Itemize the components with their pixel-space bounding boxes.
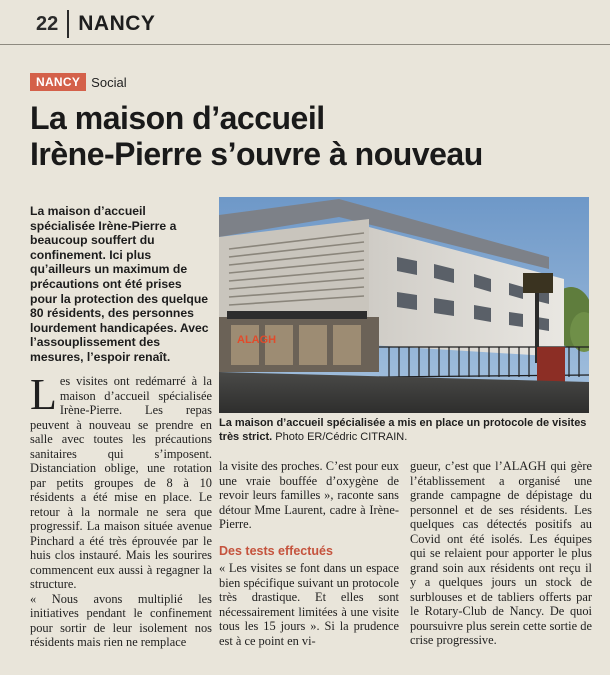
col3-text-1: gueur, c’est que l’ALAGH qui gère l’établissement a organisé une grande campagne de dépistage du personnel et de ses résidents. Les quelques cas détectés positifs au Covid ont été isolés. Les équipes qui se relaient pour apporter le plus grand soin aux résidents ont reçu il y a quelques jours un stock de surblouses et de tabliers offerts par le Rotary-Club de Nancy. De quoi poursuivre plus serein cette sortie de crise progressive. bbox=[410, 459, 592, 647]
col2-text-2: « Les visites se font dans un espace bien spécifique suivant un protocole très drastique. Et elles sont nécessairement limitées à une visite tous les 15 jours ». Si la prudence est à ce point en vi- bbox=[219, 561, 399, 648]
col2-text-1: la visite des proches. C’est pour eux une vraie bouffée d’oxygène de revoir leurs familles », raconte sans détour Mme Laurent, cadre à Irène-Pierre. bbox=[219, 459, 399, 531]
location-tag: NANCY bbox=[30, 73, 86, 91]
page-number: 22 bbox=[36, 12, 59, 35]
article-lead: La maison d’accueil spécialisée Irène-Pierre a beaucoup souffert du confinement. Ici plus qu’ailleurs un maximum de précautions ont été prises pour la protection des quelque 80 résidents, des personnes lourdement handicapées. Avec l’assouplissement des mesures, l’espoir renaît. bbox=[30, 204, 209, 364]
page-header bbox=[36, 6, 155, 42]
section-subhead: Des tests effectués bbox=[219, 543, 333, 558]
building-illustration bbox=[219, 197, 589, 413]
col1-text-1: es visites ont redémarré à la maison d’accueil spécialisée Irène-Pierre. Les repas peuvent à nouveau se prendre en salle avec toutes les précautions sanitaires qui s’imposent. Distanciation oblige, une rotation par petits groupes de 8 à 10 résidents a été mise en place. Le retour à la normale ne sera que progressif. La maison située avenue Pinchard a été très éprouvée par le huis clos instauré. Mais les sourires commencent eux aussi à regagner la structure. bbox=[30, 374, 212, 591]
building-photo bbox=[219, 197, 589, 413]
header-rule bbox=[0, 44, 610, 45]
body-paragraph bbox=[30, 370, 212, 592]
body-column-2 bbox=[219, 459, 399, 648]
alagh-sign: ALAGH bbox=[237, 334, 277, 346]
drop-cap: L bbox=[30, 370, 57, 419]
headline-line-2: Irène-Pierre s’ouvre à nouveau bbox=[30, 136, 483, 172]
body-column-3 bbox=[410, 459, 592, 648]
col1-text-2: « Nous avons multiplié les initiatives pendant le confinement pour sortir de leur isolement nos résidents mais rien ne remplace bbox=[30, 591, 212, 649]
photo-credit: Photo ER/Cédric CITRAIN. bbox=[275, 431, 408, 443]
caption-text: La maison d’accueil spécialisée a mis en place un protocole de visites très strict. bbox=[219, 417, 587, 443]
kicker bbox=[30, 73, 127, 91]
headline-line-1: La maison d’accueil bbox=[30, 100, 325, 136]
photo-caption bbox=[219, 416, 591, 444]
section-title: NANCY bbox=[78, 12, 156, 35]
article-headline bbox=[30, 100, 600, 172]
body-column-1 bbox=[30, 370, 212, 650]
header-divider bbox=[67, 10, 69, 38]
rubric-label: Social bbox=[91, 74, 127, 90]
